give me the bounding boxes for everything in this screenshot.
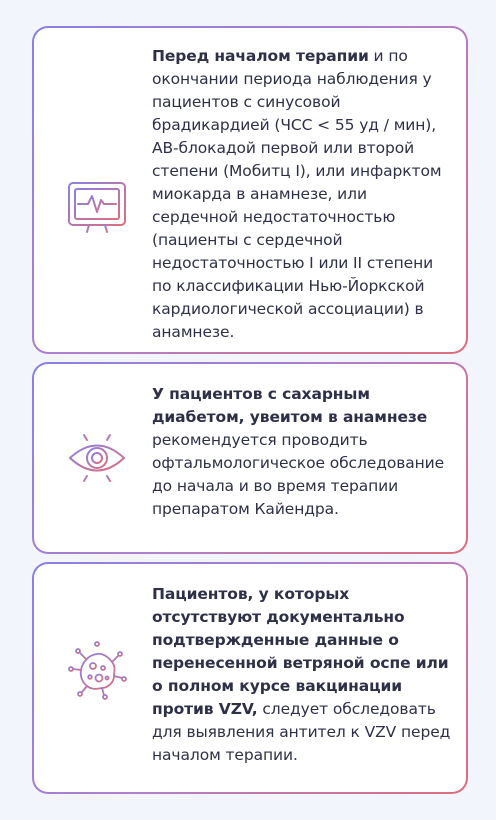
card-text-bold: Пациентов, у которых отсутствуют документально подтвержденные данные о перенесенной ветряной оспе или о полном курсе вакцинации против VZV, [152,585,449,718]
card-text [152,45,452,344]
heart-monitor-icon [66,177,128,239]
info-card-cardiac [32,26,468,354]
card-text [152,583,452,767]
info-card-virus [32,562,468,794]
card-text-bold: У пациентов с сахарным диабетом, увеитом в анамнезе [152,385,428,426]
card-text-body: и по окончании периода наблюдения у пациентов с синусовой брадикардией (ЧСС < 55 уд / мин), АВ-блокадой первой или второй степени (Мобитц I), или инфарктом миокарда в анамнезе, или сердечной недостаточностью (пациенты с сердечной недостаточностью I или II степени по классификации Нью-Йоркской кардиологической ассоциации) в анамнезе. [152,47,442,341]
info-card-eye [32,362,468,554]
card-text-body: рекомендуется проводить офтальмологическое обследование до начала и во время терапии препаратом Кайендра. [152,431,445,518]
card-text [152,383,452,521]
eye-icon [66,427,128,489]
card-text-body: следует обследовать для выявления антител к VZV перед началом терапии. [152,700,451,764]
card-text-bold: Перед началом терапии [152,47,369,65]
virus-icon [66,640,128,702]
